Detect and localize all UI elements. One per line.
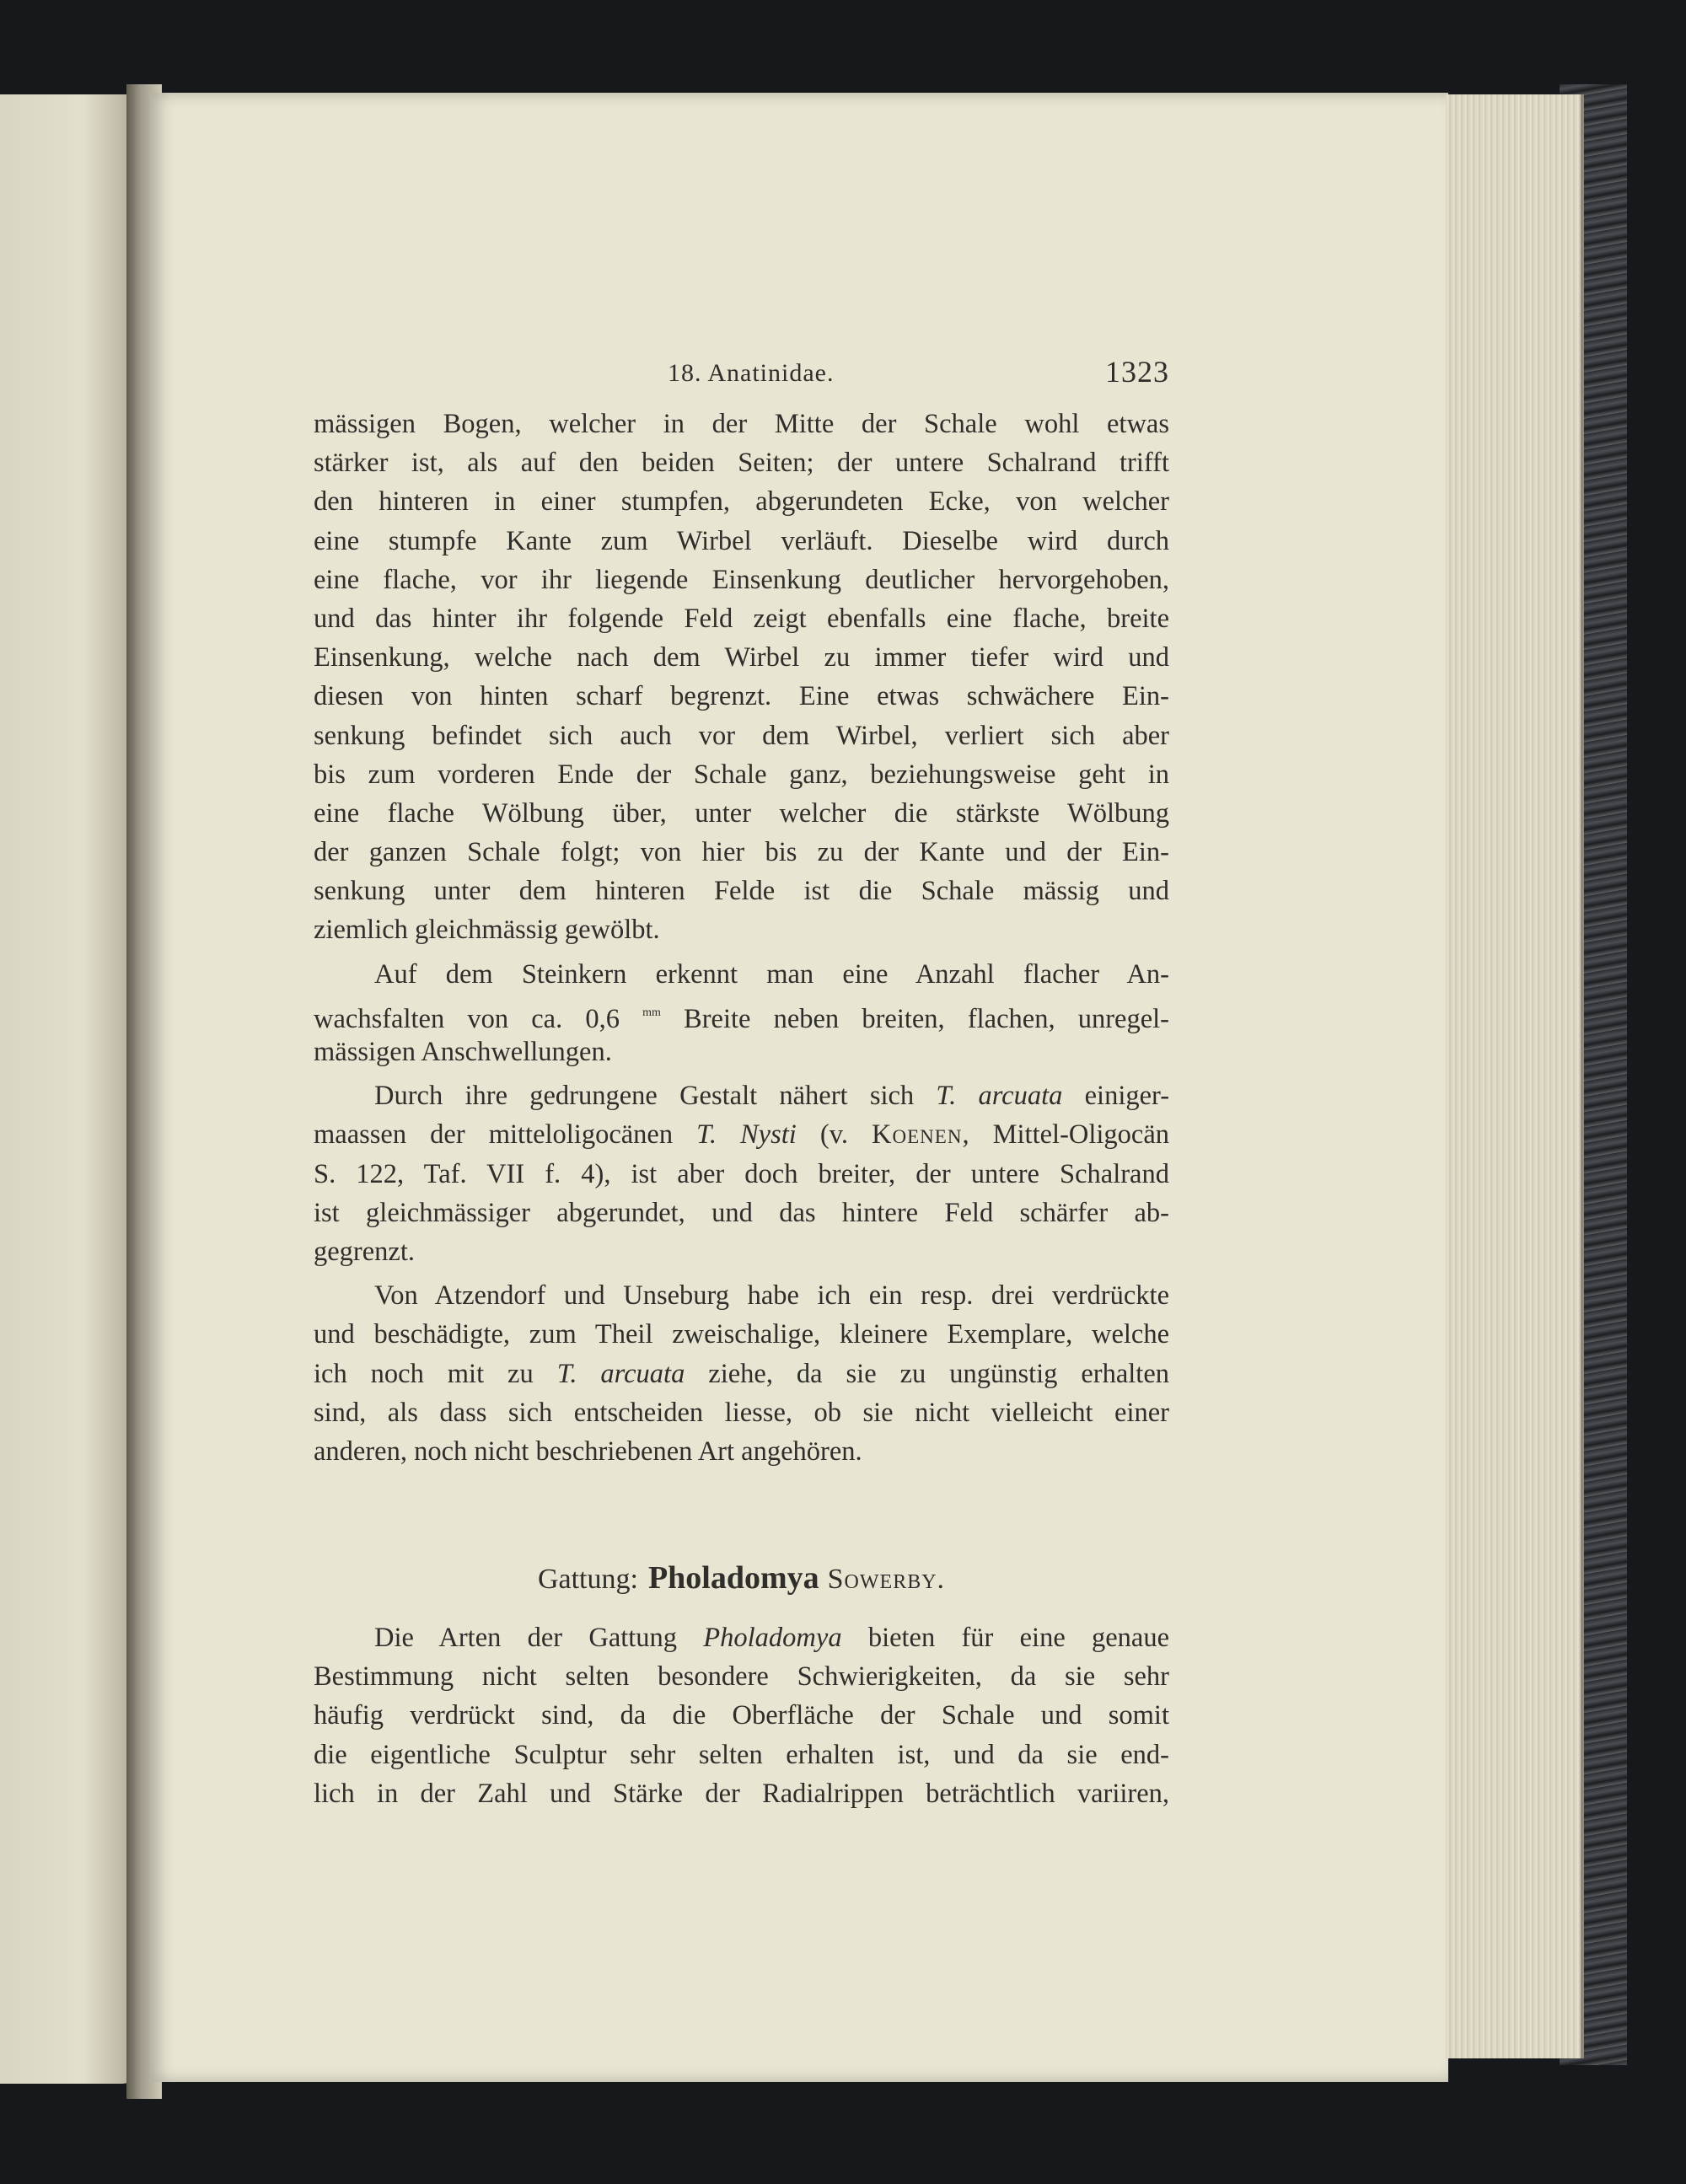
- text-line: die eigentliche Sculptur sehr selten erhalten ist, und da sie end-: [314, 1739, 1169, 1770]
- text-line: mässigen Bogen, welcher in der Mitte der Schale wohl etwas: [314, 409, 1169, 439]
- text-line: eine flache Wölbung über, unter welcher die stärkste Wölbung: [314, 797, 1169, 829]
- text-line: Von Atzendorf und Unseburg habe ich ein resp. drei verdrückte: [374, 1280, 1169, 1312]
- paragraph-1: [314, 405, 1169, 950]
- text-line: stärker ist, als auf den beiden Seiten; der untere Schalrand trifft: [314, 448, 1169, 479]
- text-line: senkung befindet sich auch vor dem Wirbel, verliert sich aber: [314, 720, 1169, 751]
- text-line: lich in der Zahl und Stärke der Radialrippen beträchtlich variiren,: [314, 1778, 1169, 1809]
- text-line: ich noch mit zu T. arcuata ziehe, da sie zu ungünstig erhalten: [314, 1358, 1170, 1389]
- author-name: Koenen: [872, 1119, 963, 1151]
- paragraph-2: [314, 955, 1169, 1072]
- text-line: senkung unter dem hinteren Felde ist die Schale mässig und: [314, 876, 1169, 907]
- paragraph-4: [314, 1276, 1169, 1471]
- genus-author: Sowerby.: [827, 1564, 946, 1596]
- text-line: Die Arten der Gattung Pholadomya bieten für eine genaue: [374, 1623, 1170, 1654]
- text-line: Einsenkung, welche nach dem Wirbel zu immer tiefer wird und: [314, 642, 1169, 673]
- text-line: mässigen Anschwellungen.: [314, 1037, 612, 1067]
- text-line: S. 122, Taf. VII f. 4), ist aber doch breiter, der untere Schalrand: [314, 1158, 1169, 1189]
- page-stack-edge: [1446, 94, 1584, 2058]
- text-line: bis zum vorderen Ende der Schale ganz, beziehungsweise geht in: [314, 759, 1169, 790]
- text-line: Auf dem Steinkern erkennt man eine Anzahl flacher An-: [374, 958, 1169, 990]
- paragraph-3: [314, 1076, 1169, 1271]
- text-line: ist gleichmässiger abgerundet, und das hintere Feld schärfer ab-: [314, 1197, 1169, 1228]
- genus-name: Pholadomya: [647, 1560, 819, 1596]
- genus-heading: [314, 1559, 1169, 1596]
- text-line: wachsfalten von ca. 0,6 $^{mm}$ Breite neben breiten, flachen, unregel-: [314, 1003, 1169, 1034]
- text-line: gegrenzt.: [314, 1236, 416, 1267]
- text-line: Durch ihre gedrungene Gestalt nähert sich T. arcuata einiger-: [374, 1081, 1170, 1112]
- left-page-edge: [0, 94, 139, 2084]
- page-content: [314, 354, 1169, 1813]
- text-line: sind, als dass sich entscheiden liesse, ob sie nicht vielleicht einer: [314, 1397, 1169, 1428]
- species-name: T. arcuata: [556, 1358, 685, 1389]
- text-line: den hinteren in einer stumpfen, abgerundeten Ecke, von welcher: [314, 486, 1169, 518]
- text-line: eine stumpfe Kante zum Wirbel verläuft. Dieselbe wird durch: [314, 525, 1169, 556]
- species-name: T. Nysti: [696, 1119, 797, 1151]
- species-name: T. arcuata: [936, 1081, 1063, 1112]
- text-line: ziemlich gleichmässig gewölbt.: [314, 915, 660, 946]
- text-line: maassen der mitteloligocänen T. Nysti (v. Koenen, Mittel-Oligocän: [314, 1119, 1170, 1151]
- section-title: 18. Anatinidae.: [668, 359, 835, 387]
- text-line: und das hinter ihr folgende Feld zeigt ebenfalls eine flache, breite: [314, 603, 1169, 634]
- genus-name-italic: Pholadomya: [703, 1623, 842, 1654]
- heading-prefix: Gattung:: [537, 1564, 638, 1596]
- paragraph-5: [314, 1618, 1169, 1813]
- unit-superscript: mm: [642, 1006, 661, 1019]
- text-line: eine flache, vor ihr liegende Einsenkung deutlicher hervorgehoben,: [314, 564, 1169, 595]
- text-line: und beschädigte, zum Theil zweischalige, kleinere Exemplare, welche: [314, 1319, 1169, 1350]
- text-line: diesen von hinten scharf begrenzt. Eine etwas schwächere Ein-: [314, 681, 1169, 712]
- text-line: Bestimmung nicht selten besondere Schwierigkeiten, da sie sehr: [314, 1661, 1169, 1693]
- text-line: häufig verdrückt sind, da die Oberfläche der Schale und somit: [314, 1700, 1169, 1731]
- running-head: [314, 354, 1169, 405]
- text-line: der ganzen Schale folgt; von hier bis zu der Kante und der Ein-: [314, 837, 1169, 868]
- page-number: 1323: [1105, 355, 1169, 389]
- text-line: anderen, noch nicht beschriebenen Art angehören.: [314, 1435, 862, 1467]
